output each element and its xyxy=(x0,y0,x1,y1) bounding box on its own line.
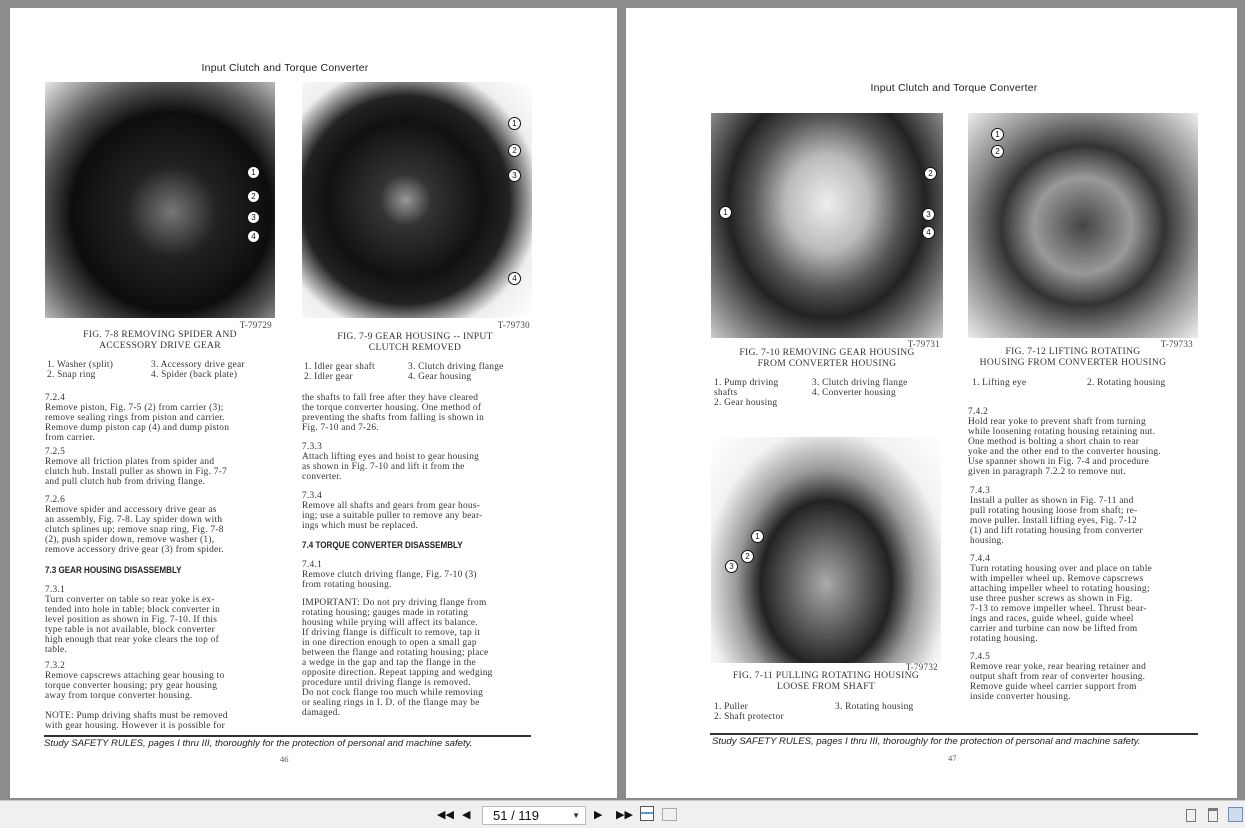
figure-legend: 1. Lifting eye xyxy=(972,378,1027,388)
figure-legend: 3. Rotating housing xyxy=(835,702,914,712)
figure-legend: 1. Washer (split) 2. Snap ring xyxy=(47,360,114,380)
single-page-view-icon[interactable] xyxy=(1186,809,1196,822)
fit-page-icon[interactable] xyxy=(640,806,654,821)
callout-2: 2 xyxy=(991,145,1004,158)
paragraph-continued: the shafts to fall free after they have cleared the torque converter housing. One method of preventing the shafts from falling is shown in Fig. 7-10 and 7-26. xyxy=(302,393,485,433)
page-selector[interactable] xyxy=(482,806,586,825)
callout-4: 4 xyxy=(247,230,260,243)
two-page-view-icon[interactable] xyxy=(1228,807,1243,822)
callout-4: 4 xyxy=(508,272,521,285)
figure-number: T-79730 xyxy=(497,320,530,330)
paragraph-7-3-3: 7.3.3 Attach lifting eyes and hoist to gear housing as shown in Fig. 7-10 and lift it from the converter. xyxy=(302,442,480,482)
callout-3: 3 xyxy=(922,208,935,221)
figure-caption: FIG. 7-11 PULLING ROTATING HOUSING LOOSE FROM SHAFT xyxy=(732,670,920,692)
callout-1: 1 xyxy=(247,166,260,179)
paragraph-7-4-3: 7.4.3 Install a puller as shown in Fig. 7-11 and pull rotating housing loose from shaft; re- move puller. Install lifting eyes, Fig. 7-12 (1) and lift rotating housing from converter housing. xyxy=(970,486,1143,546)
figure-caption: FIG. 7-12 LIFTING ROTATING HOUSING FROM CONVERTER HOUSING xyxy=(979,346,1167,368)
callout-2: 2 xyxy=(741,550,754,563)
callout-2: 2 xyxy=(924,167,937,180)
figure-legend: 3. Clutch driving flange 4. Gear housing xyxy=(408,362,504,382)
chevron-down-icon: ▼ xyxy=(572,811,580,820)
figure-legend: 3. Clutch driving flange 4. Converter housing xyxy=(812,378,908,398)
important-paragraph: IMPORTANT: Do not pry driving flange from rotating housing; gauges made in rotating housing while prying will affect its balance. If driving flange is difficult to remove, tap it in one direction enough to open a small gap between the flange and rotating housing; place a wedge in the gap and tap the flange in the opposite direction. Repeat tapping and wedging procedure until driving flange is removed. Do not cock flange too much while removing or sealing rings in I. D. of the flange may be damaged. xyxy=(302,598,493,718)
paragraph-7-4-2: 7.4.2 Hold rear yoke to prevent shaft from turning while loosening rotating housing retaining nut. One method is bolting a short chain to rear yoke and the other end to the converter housing. Use spanner shown in Fig. 7-4 and procedure given in paragraph 7.2.2 to remove nut. xyxy=(968,407,1161,477)
paragraph-7-4-4: 7.4.4 Turn rotating housing over and place on table with impeller wheel up. Remove capscrews attaching impeller wheel to rotating housing; use three pusher screws as shown in Fig. 7-13 to remove impeller wheel. Thrust bear- ings and races, guide wheel, guide wheel carrier and turbine can now be lifted from rotating housing. xyxy=(970,554,1152,644)
safety-footer: Study SAFETY RULES, pages I thru III, thoroughly for the protection of personal and machine safety. xyxy=(712,736,1141,747)
fit-width-icon[interactable] xyxy=(662,808,677,821)
figure-7-9-photo xyxy=(302,82,532,318)
viewer-toolbar xyxy=(0,800,1245,828)
figure-7-8-photo xyxy=(45,82,275,318)
figure-caption: FIG. 7-10 REMOVING GEAR HOUSING FROM CONVERTER HOUSING xyxy=(739,347,915,369)
paragraph-7-3-1: 7.3.1 Turn converter on table so rear yoke is ex- tended into hole in table; block converter in level position as shown in Fig. 7-10. If this type table is not available, block converter high enough that rear yoke clears the top of table. xyxy=(45,585,221,655)
figure-7-10-photo xyxy=(711,113,943,338)
callout-4: 4 xyxy=(922,226,935,239)
figure-legend: 2. Rotating housing xyxy=(1087,378,1166,388)
callout-1: 1 xyxy=(508,117,521,130)
figure-number: T-79729 xyxy=(239,320,272,330)
continuous-view-icon[interactable] xyxy=(1208,808,1218,822)
page-number: 46 xyxy=(280,754,289,764)
paragraph-7-3-4: 7.3.4 Remove all shafts and gears from gear hous- ing; use a suitable puller to remove any bear- ings which must be replaced. xyxy=(302,491,483,531)
callout-2: 2 xyxy=(508,144,521,157)
page-number: 47 xyxy=(948,753,957,763)
paragraph-7-3-2: 7.3.2 Remove capscrews attaching gear housing to torque converter housing; pry gear housing away from torque converter housing. xyxy=(45,661,225,701)
callout-1: 1 xyxy=(991,128,1004,141)
callout-1: 1 xyxy=(751,530,764,543)
figure-legend: 3. Accessory drive gear 4. Spider (back plate) xyxy=(151,360,245,380)
figure-caption: FIG. 7-9 GEAR HOUSING -- INPUT CLUTCH REMOVED xyxy=(337,331,493,353)
paragraph-7-2-4: 7.2.4 Remove piston, Fig. 7-5 (2) from carrier (3); remove sealing rings from piston and carrier. Remove dump piston cap (4) and dump piston from carrier. xyxy=(45,393,230,443)
callout-3: 3 xyxy=(247,211,260,224)
safety-footer: Study SAFETY RULES, pages I thru III, thoroughly for the protection of personal and machine safety. xyxy=(44,738,473,749)
figure-legend: 1. Idler gear shaft 2. Idler gear xyxy=(304,362,375,382)
callout-3: 3 xyxy=(725,560,738,573)
footer-rule xyxy=(710,733,1198,735)
callout-3: 3 xyxy=(508,169,521,182)
next-page-button[interactable]: ▶ xyxy=(594,808,603,821)
paragraph-7-2-5: 7.2.5 Remove all friction plates from spider and clutch hub. Install puller as shown in Fig. 7-7 and pull clutch hub from driving flange. xyxy=(45,447,228,487)
page-header: Input Clutch and Torque Converter xyxy=(201,62,369,74)
page-header: Input Clutch and Torque Converter xyxy=(870,82,1038,94)
figure-number: T-79733 xyxy=(1160,339,1193,349)
callout-2: 2 xyxy=(247,190,260,203)
page-indicator: 51 / 119 xyxy=(493,808,540,823)
figure-caption: FIG. 7-8 REMOVING SPIDER AND ACCESSORY DRIVE GEAR xyxy=(83,329,237,351)
figure-number: T-79732 xyxy=(905,662,938,672)
figure-number: T-79731 xyxy=(907,339,940,349)
paragraph-7-2-6: 7.2.6 Remove spider and accessory drive gear as an assembly, Fig. 7-8. Lay spider down with clutch splines up; remove snap ring, Fig. 7-8 (2), push spider down, remove washer (1), remove accessory drive gear (3) from spider. xyxy=(45,495,224,555)
figure-legend: 1. Pump driving shafts 2. Gear housing xyxy=(714,378,779,408)
last-page-button[interactable]: ▶▶ xyxy=(616,808,633,821)
paragraph-7-4-5: 7.4.5 Remove rear yoke, rear bearing retainer and output shaft from rear of converter housing. Remove guide wheel carrier support from inside converter housing. xyxy=(970,652,1147,702)
note-paragraph: NOTE: Pump driving shafts must be removed with gear housing. However it is possible for xyxy=(45,711,228,731)
footer-rule xyxy=(44,735,531,737)
paragraph-7-4-1: 7.4.1 Remove clutch driving flange, Fig. 7-10 (3) from rotating housing. xyxy=(302,560,477,590)
first-page-button[interactable]: ◀◀ xyxy=(437,808,454,821)
section-heading-7-3: 7.3 GEAR HOUSING DISASSEMBLY xyxy=(45,565,182,576)
previous-page-button[interactable]: ◀ xyxy=(462,808,471,821)
figure-legend: 1. Puller 2. Shaft protector xyxy=(714,702,784,722)
section-heading-7-4: 7.4 TORQUE CONVERTER DISASSEMBLY xyxy=(302,540,463,551)
callout-1: 1 xyxy=(719,206,732,219)
